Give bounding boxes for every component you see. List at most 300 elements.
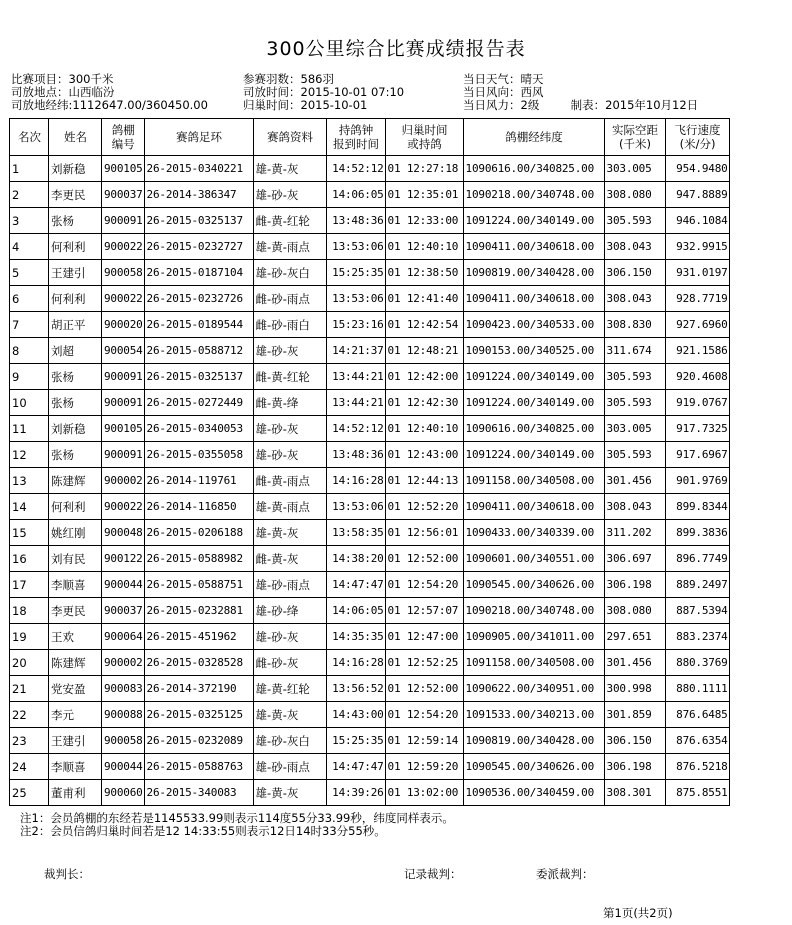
release-location: 司放地点：山西临汾 [11, 85, 115, 99]
header-rank: 名次 [10, 119, 49, 156]
cell-loft-coords: 1090545.00/340626.00 [463, 572, 604, 598]
cell-speed: 928.7719 [665, 286, 729, 312]
table-row [10, 208, 730, 234]
cell-arrival-time: 01 12:40:10 [385, 416, 463, 442]
table-row [10, 624, 730, 650]
cell-rank: 20 [10, 650, 49, 676]
header-distance: 实际空距 (千米) [604, 119, 665, 156]
cell-loft-id: 900002 [102, 650, 145, 676]
cell-name: 刘新稳 [49, 156, 102, 182]
cell-speed: 919.0767 [665, 390, 729, 416]
wind-direction: 当日风向：西风 [463, 85, 544, 99]
cell-clock-time: 15:25:35 [326, 728, 385, 754]
cell-speed: 899.3836 [665, 520, 729, 546]
cell-loft-coords: 1090601.00/340551.00 [463, 546, 604, 572]
cell-ring-number: 26-2015-0588763 [144, 754, 253, 780]
cell-clock-time: 13:48:36 [326, 208, 385, 234]
table-row [10, 780, 730, 806]
cell-clock-time: 13:44:21 [326, 390, 385, 416]
table-row [10, 468, 730, 494]
cell-ring-number: 26-2015-0206188 [144, 520, 253, 546]
cell-speed: 920.4608 [665, 364, 729, 390]
cell-name: 党安盈 [49, 676, 102, 702]
cell-loft-coords: 1091158.00/340508.00 [463, 650, 604, 676]
cell-arrival-time: 01 12:56:01 [385, 520, 463, 546]
cell-rank: 4 [10, 234, 49, 260]
report-title: 300公里综合比赛成绩报告表 [266, 38, 526, 60]
cell-speed: 899.8344 [665, 494, 729, 520]
cell-distance: 305.593 [604, 390, 665, 416]
cell-arrival-time: 01 13:02:00 [385, 780, 463, 806]
cell-ring-number: 26-2014-116850 [144, 494, 253, 520]
cell-bird-info: 雄-黄-雨点 [253, 234, 326, 260]
cell-speed: 954.9480 [665, 156, 729, 182]
cell-loft-id: 900022 [102, 286, 145, 312]
cell-name: 张杨 [49, 442, 102, 468]
release-coords: 司放地经纬:1112647.00/360450.00 [11, 98, 208, 112]
cell-distance: 306.150 [604, 260, 665, 286]
cell-distance: 303.005 [604, 156, 665, 182]
cell-loft-coords: 1090153.00/340525.00 [463, 338, 604, 364]
entry-count: 参赛羽数：586羽 [243, 72, 334, 86]
cell-clock-time: 14:47:47 [326, 754, 385, 780]
cell-arrival-time: 01 12:40:10 [385, 234, 463, 260]
cell-speed: 880.1111 [665, 676, 729, 702]
table-row [10, 338, 730, 364]
cell-speed: 876.6354 [665, 728, 729, 754]
table-row [10, 286, 730, 312]
table-row [10, 754, 730, 780]
cell-name: 刘有民 [49, 546, 102, 572]
header-bird-info: 赛鸽资料 [253, 119, 326, 156]
cell-ring-number: 26-2015-0340053 [144, 416, 253, 442]
cell-clock-time: 14:16:28 [326, 650, 385, 676]
cell-clock-time: 13:53:06 [326, 234, 385, 260]
cell-distance: 300.998 [604, 676, 665, 702]
table-body [10, 156, 730, 806]
cell-rank: 23 [10, 728, 49, 754]
header-name: 姓名 [49, 119, 102, 156]
cell-arrival-time: 01 12:44:13 [385, 468, 463, 494]
cell-loft-id: 900054 [102, 338, 145, 364]
notes [20, 812, 454, 838]
table-row [10, 572, 730, 598]
cell-loft-id: 900122 [102, 546, 145, 572]
cell-clock-time: 13:48:36 [326, 442, 385, 468]
cell-bird-info: 雄-砂-雨点 [253, 754, 326, 780]
cell-arrival-time: 01 12:52:00 [385, 546, 463, 572]
cell-distance: 306.150 [604, 728, 665, 754]
table-row [10, 182, 730, 208]
table-row [10, 312, 730, 338]
cell-arrival-time: 01 12:48:21 [385, 338, 463, 364]
table-row [10, 650, 730, 676]
weather: 当日天气：晴天 [463, 72, 544, 86]
cell-name: 何利利 [49, 234, 102, 260]
cell-rank: 6 [10, 286, 49, 312]
cell-name: 刘超 [49, 338, 102, 364]
cell-name: 陈建辉 [49, 468, 102, 494]
cell-distance: 303.005 [604, 416, 665, 442]
cell-speed: 889.2497 [665, 572, 729, 598]
header-arrival-time: 归巢时间 或持鸽 [385, 119, 463, 156]
cell-loft-id: 900091 [102, 390, 145, 416]
cell-bird-info: 雄-黄-灰 [253, 702, 326, 728]
cell-loft-coords: 1091224.00/340149.00 [463, 364, 604, 390]
cell-ring-number: 26-2015-0187104 [144, 260, 253, 286]
cell-ring-number: 26-2015-0189544 [144, 312, 253, 338]
race-info-middle [243, 73, 404, 112]
cell-name: 何利利 [49, 494, 102, 520]
cell-clock-time: 14:47:47 [326, 572, 385, 598]
return-date: 归巢时间：2015-10-01 [243, 98, 368, 112]
cell-speed: 901.9769 [665, 468, 729, 494]
cell-rank: 12 [10, 442, 49, 468]
cell-name: 胡正平 [49, 312, 102, 338]
cell-loft-coords: 1091533.00/340213.00 [463, 702, 604, 728]
cell-ring-number: 26-2014-119761 [144, 468, 253, 494]
cell-loft-coords: 1090616.00/340825.00 [463, 416, 604, 442]
header-loft-id: 鸽棚 编号 [102, 119, 145, 156]
cell-rank: 2 [10, 182, 49, 208]
cell-ring-number: 26-2015-0232726 [144, 286, 253, 312]
cell-name: 李元 [49, 702, 102, 728]
table-row [10, 546, 730, 572]
header-clock-time: 持鸽钟 报到时间 [326, 119, 385, 156]
cell-distance: 308.830 [604, 312, 665, 338]
page-number: 第1页(共2页) [603, 906, 673, 920]
cell-loft-coords: 1090905.00/341011.00 [463, 624, 604, 650]
cell-clock-time: 14:06:05 [326, 598, 385, 624]
made-date: 制表：2015年10月12日 [570, 98, 699, 112]
cell-rank: 5 [10, 260, 49, 286]
cell-bird-info: 雌-黄-灰 [253, 546, 326, 572]
cell-bird-info: 雄-砂-灰 [253, 442, 326, 468]
cell-name: 张杨 [49, 364, 102, 390]
cell-name: 李更民 [49, 598, 102, 624]
cell-arrival-time: 01 12:54:20 [385, 702, 463, 728]
cell-distance: 305.593 [604, 364, 665, 390]
cell-rank: 21 [10, 676, 49, 702]
table-header [10, 119, 730, 156]
table-row [10, 416, 730, 442]
cell-ring-number: 26-2015-340083 [144, 780, 253, 806]
cell-ring-number: 26-2015-0355058 [144, 442, 253, 468]
cell-rank: 14 [10, 494, 49, 520]
cell-arrival-time: 01 12:52:20 [385, 494, 463, 520]
cell-arrival-time: 01 12:42:00 [385, 364, 463, 390]
cell-arrival-time: 01 12:42:30 [385, 390, 463, 416]
cell-loft-coords: 1090423.00/340533.00 [463, 312, 604, 338]
table-row [10, 442, 730, 468]
cell-bird-info: 雄-砂-灰 [253, 624, 326, 650]
cell-arrival-time: 01 12:54:20 [385, 572, 463, 598]
table-row [10, 728, 730, 754]
cell-distance: 311.202 [604, 520, 665, 546]
cell-clock-time: 13:56:52 [326, 676, 385, 702]
race-info-left [11, 73, 208, 112]
note-2: 注2：会员信鸽归巢时间若是12 14:33:55则表示12日14时33分55秒。 [20, 824, 386, 838]
cell-name: 张杨 [49, 208, 102, 234]
cell-clock-time: 13:53:06 [326, 286, 385, 312]
cell-distance: 308.080 [604, 182, 665, 208]
cell-distance: 301.456 [604, 468, 665, 494]
cell-arrival-time: 01 12:27:18 [385, 156, 463, 182]
cell-ring-number: 26-2015-0325125 [144, 702, 253, 728]
cell-rank: 17 [10, 572, 49, 598]
cell-ring-number: 26-2015-0588982 [144, 546, 253, 572]
wind-force: 当日风力：2级 [463, 98, 540, 112]
table-row [10, 494, 730, 520]
cell-rank: 8 [10, 338, 49, 364]
cell-rank: 24 [10, 754, 49, 780]
table-row [10, 598, 730, 624]
cell-loft-id: 900091 [102, 364, 145, 390]
cell-name: 陈建辉 [49, 650, 102, 676]
cell-loft-id: 900022 [102, 494, 145, 520]
cell-loft-id: 900060 [102, 780, 145, 806]
cell-bird-info: 雌-黄-雨点 [253, 468, 326, 494]
cell-bird-info: 雄-砂-绛 [253, 598, 326, 624]
cell-distance: 311.674 [604, 338, 665, 364]
cell-rank: 25 [10, 780, 49, 806]
cell-distance: 306.697 [604, 546, 665, 572]
cell-bird-info: 雄-黄-红轮 [253, 676, 326, 702]
cell-rank: 1 [10, 156, 49, 182]
cell-name: 李顺喜 [49, 572, 102, 598]
cell-loft-coords: 1091224.00/340149.00 [463, 390, 604, 416]
cell-ring-number: 26-2014-386347 [144, 182, 253, 208]
cell-name: 李顺喜 [49, 754, 102, 780]
record-judge-label: 记录裁判： [404, 867, 462, 881]
header-loft-coords: 鸽棚经纬度 [463, 119, 604, 156]
cell-arrival-time: 01 12:42:54 [385, 312, 463, 338]
cell-bird-info: 雌-黄-红轮 [253, 208, 326, 234]
cell-ring-number: 26-2015-0328528 [144, 650, 253, 676]
race-info-right [463, 73, 698, 112]
cell-name: 何利利 [49, 286, 102, 312]
cell-arrival-time: 01 12:38:50 [385, 260, 463, 286]
cell-loft-id: 900105 [102, 416, 145, 442]
cell-ring-number: 26-2015-451962 [144, 624, 253, 650]
cell-loft-coords: 1090411.00/340618.00 [463, 286, 604, 312]
cell-ring-number: 26-2015-0232881 [144, 598, 253, 624]
cell-loft-coords: 1090411.00/340618.00 [463, 234, 604, 260]
cell-ring-number: 26-2015-0272449 [144, 390, 253, 416]
cell-speed: 946.1084 [665, 208, 729, 234]
cell-rank: 18 [10, 598, 49, 624]
cell-distance: 301.859 [604, 702, 665, 728]
cell-loft-id: 900044 [102, 572, 145, 598]
cell-clock-time: 14:38:20 [326, 546, 385, 572]
cell-distance: 297.651 [604, 624, 665, 650]
cell-ring-number: 26-2015-0340221 [144, 156, 253, 182]
cell-rank: 13 [10, 468, 49, 494]
cell-bird-info: 雌-砂-雨点 [253, 286, 326, 312]
cell-loft-coords: 1090545.00/340626.00 [463, 754, 604, 780]
cell-loft-id: 900044 [102, 754, 145, 780]
table-row [10, 364, 730, 390]
cell-arrival-time: 01 12:47:00 [385, 624, 463, 650]
cell-speed: 875.8551 [665, 780, 729, 806]
table-row [10, 520, 730, 546]
cell-loft-id: 900088 [102, 702, 145, 728]
cell-distance: 308.043 [604, 234, 665, 260]
cell-loft-coords: 1090218.00/340748.00 [463, 598, 604, 624]
cell-bird-info: 雄-砂-灰 [253, 416, 326, 442]
cell-arrival-time: 01 12:57:07 [385, 598, 463, 624]
cell-loft-id: 900037 [102, 182, 145, 208]
race-project: 比赛项目：300千米 [11, 72, 114, 86]
cell-rank: 3 [10, 208, 49, 234]
cell-ring-number: 26-2015-0588751 [144, 572, 253, 598]
cell-rank: 15 [10, 520, 49, 546]
cell-speed: 917.7325 [665, 416, 729, 442]
cell-bird-info: 雄-砂-雨点 [253, 572, 326, 598]
cell-ring-number: 26-2014-372190 [144, 676, 253, 702]
cell-loft-coords: 1090536.00/340459.00 [463, 780, 604, 806]
cell-distance: 308.043 [604, 494, 665, 520]
cell-loft-id: 900058 [102, 260, 145, 286]
cell-loft-coords: 1090819.00/340428.00 [463, 728, 604, 754]
cell-loft-id: 900002 [102, 468, 145, 494]
cell-ring-number: 26-2015-0325137 [144, 208, 253, 234]
cell-name: 王欢 [49, 624, 102, 650]
cell-arrival-time: 01 12:41:40 [385, 286, 463, 312]
cell-loft-coords: 1090616.00/340825.00 [463, 156, 604, 182]
cell-clock-time: 14:52:12 [326, 416, 385, 442]
cell-speed: 876.5218 [665, 754, 729, 780]
cell-loft-id: 900058 [102, 728, 145, 754]
cell-loft-coords: 1090622.00/340951.00 [463, 676, 604, 702]
cell-speed: 947.8889 [665, 182, 729, 208]
cell-distance: 305.593 [604, 208, 665, 234]
cell-speed: 876.6485 [665, 702, 729, 728]
cell-loft-id: 900020 [102, 312, 145, 338]
cell-clock-time: 14:06:05 [326, 182, 385, 208]
cell-loft-coords: 1090819.00/340428.00 [463, 260, 604, 286]
cell-rank: 11 [10, 416, 49, 442]
header-speed: 飞行速度 (米/分) [665, 119, 729, 156]
cell-arrival-time: 01 12:35:01 [385, 182, 463, 208]
cell-distance: 305.593 [604, 442, 665, 468]
cell-speed: 927.6960 [665, 312, 729, 338]
cell-loft-coords: 1091224.00/340149.00 [463, 442, 604, 468]
cell-ring-number: 26-2015-0232089 [144, 728, 253, 754]
cell-speed: 883.2374 [665, 624, 729, 650]
cell-bird-info: 雄-砂-灰白 [253, 260, 326, 286]
cell-bird-info: 雌-黄-红轮 [253, 364, 326, 390]
cell-speed: 921.1586 [665, 338, 729, 364]
cell-clock-time: 14:43:00 [326, 702, 385, 728]
cell-bird-info: 雌-砂-雨白 [253, 312, 326, 338]
cell-name: 王建引 [49, 260, 102, 286]
cell-rank: 19 [10, 624, 49, 650]
cell-clock-time: 13:53:06 [326, 494, 385, 520]
cell-clock-time: 15:25:35 [326, 260, 385, 286]
cell-loft-id: 900091 [102, 208, 145, 234]
cell-name: 姚红刚 [49, 520, 102, 546]
table-row [10, 702, 730, 728]
cell-arrival-time: 01 12:52:25 [385, 650, 463, 676]
cell-clock-time: 14:21:37 [326, 338, 385, 364]
cell-name: 李更民 [49, 182, 102, 208]
cell-loft-coords: 1090433.00/340339.00 [463, 520, 604, 546]
cell-rank: 10 [10, 390, 49, 416]
cell-arrival-time: 01 12:59:20 [385, 754, 463, 780]
cell-loft-coords: 1091224.00/340149.00 [463, 208, 604, 234]
cell-loft-id: 900037 [102, 598, 145, 624]
cell-clock-time: 14:35:35 [326, 624, 385, 650]
cell-distance: 306.198 [604, 754, 665, 780]
cell-name: 张杨 [49, 390, 102, 416]
cell-loft-id: 900105 [102, 156, 145, 182]
cell-loft-id: 900091 [102, 442, 145, 468]
cell-speed: 917.6967 [665, 442, 729, 468]
cell-bird-info: 雄-黄-灰 [253, 780, 326, 806]
cell-rank: 16 [10, 546, 49, 572]
cell-clock-time: 14:52:12 [326, 156, 385, 182]
cell-bird-info: 雌-砂-灰 [253, 650, 326, 676]
chief-judge-label: 裁判长： [44, 867, 90, 881]
delegate-judge-label: 委派裁判： [536, 867, 594, 881]
cell-loft-id: 900022 [102, 234, 145, 260]
cell-speed: 887.5394 [665, 598, 729, 624]
wind-force-line [463, 99, 698, 112]
cell-distance: 308.301 [604, 780, 665, 806]
cell-name: 刘新稳 [49, 416, 102, 442]
cell-loft-id: 900048 [102, 520, 145, 546]
cell-rank: 22 [10, 702, 49, 728]
table-row [10, 156, 730, 182]
cell-arrival-time: 01 12:33:00 [385, 208, 463, 234]
cell-distance: 308.043 [604, 286, 665, 312]
table-row [10, 234, 730, 260]
cell-bird-info: 雄-砂-灰 [253, 338, 326, 364]
cell-bird-info: 雄-黄-雨点 [253, 494, 326, 520]
cell-distance: 308.080 [604, 598, 665, 624]
cell-bird-info: 雌-黄-绛 [253, 390, 326, 416]
cell-clock-time: 15:23:16 [326, 312, 385, 338]
cell-rank: 9 [10, 364, 49, 390]
cell-arrival-time: 01 12:52:00 [385, 676, 463, 702]
table-row [10, 260, 730, 286]
cell-loft-coords: 1090218.00/340748.00 [463, 182, 604, 208]
cell-ring-number: 26-2015-0325137 [144, 364, 253, 390]
cell-clock-time: 14:16:28 [326, 468, 385, 494]
note-1: 注1：会员鸽棚的东经若是1145533.99则表示114度55分33.99秒，纬度同样表示。 [20, 811, 454, 825]
cell-speed: 931.0197 [665, 260, 729, 286]
header-ring-number: 赛鸽足环 [144, 119, 253, 156]
cell-speed: 932.9915 [665, 234, 729, 260]
cell-speed: 896.7749 [665, 546, 729, 572]
cell-bird-info: 雄-黄-灰 [253, 520, 326, 546]
cell-ring-number: 26-2015-0588712 [144, 338, 253, 364]
cell-arrival-time: 01 12:59:14 [385, 728, 463, 754]
cell-name: 王建引 [49, 728, 102, 754]
cell-bird-info: 雄-黄-灰 [253, 156, 326, 182]
cell-bird-info: 雄-砂-灰白 [253, 728, 326, 754]
cell-loft-coords: 1090411.00/340618.00 [463, 494, 604, 520]
cell-distance: 306.198 [604, 572, 665, 598]
cell-loft-id: 900064 [102, 624, 145, 650]
cell-rank: 7 [10, 312, 49, 338]
results-table [9, 118, 730, 806]
release-time: 司放时间：2015-10-01 07:10 [243, 85, 405, 99]
cell-name: 董甫利 [49, 780, 102, 806]
cell-clock-time: 14:39:26 [326, 780, 385, 806]
cell-clock-time: 13:58:35 [326, 520, 385, 546]
